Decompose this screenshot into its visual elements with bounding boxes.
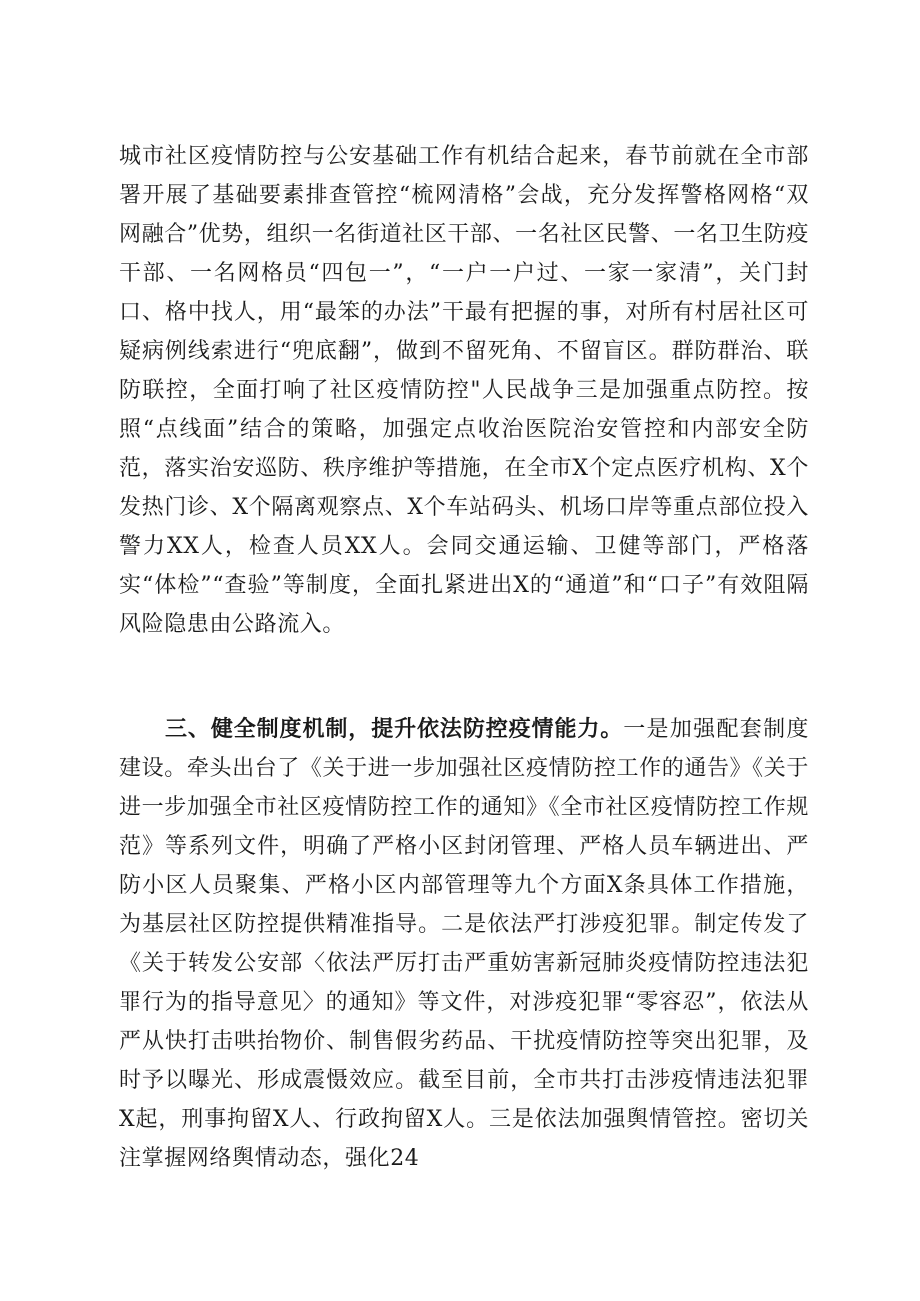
section-body-text: 一是加强配套制度建设。牵头出台了《关于进一步加强社区疫情防控工作的通告》《关于进一步加强全市社区疫情防控工作的通知》《全市社区疫情防控工作规范》等系列文件，明确了严格小区封闭管理、严格人员车辆进出、严防小区人员聚集、严格小区内部管理等九个方面X条具体工作措施，为基层社区防控提供精准指导。二是依法严打涉疫犯罪。制定传发了《关于转发公安部〈依法严厉打击严重妨害新冠肺炎疫情防控违法犯罪行为的指导意见〉的通知》等文件，对涉疫犯罪“零容忍”，依法从严从快打击哄抬物价、制售假劣药品、干扰疫情防控等突出犯罪，及时予以曝光、形成震慑效应。截至目前，全市共打击涉疫情违法犯罪X起，刑事拘留X人、行政拘留X人。三是依法加强舆情管控。密切关注掌握网络舆情动态，强化24 xyxy=(119,717,809,1171)
paragraph-section-three xyxy=(119,710,809,1178)
section-heading: 三、健全制度机制，提升依法防控疫情能力。 xyxy=(165,717,624,742)
paragraph-continuation: 城市社区疫情防控与公安基础工作有机结合起来，春节前就在全市部署开展了基础要素排查管控“梳网清格”会战，充分发挥警格网格“双网融合”优势，组织一名街道社区干部、一名社区民警、一名卫生防疫干部、一名网格员“四包一”，“一户一户过、一家一家清”，关门封口、格中找人，用“最笨的办法”干最有把握的事，对所有村居社区可疑病例线索进行“兜底翻”，做到不留死角、不留盲区。群防群治、联防联控，全面打响了社区疫情防控"人民战争三是加强重点防控。按照“点线面”结合的策略，加强定点收治医院治安管控和内部安全防范，落实治安巡防、秩序维护等措施，在全市X个定点医疗机构、X个发热门诊、X个隔离观察点、X个车站码头、机场口岸等重点部位投入警力XX人，检查人员XX人。会同交通运输、卫健等部门，严格落实“体检”“查验”等制度，全面扎紧进出X的“通道”和“口子”有效阻隔风险隐患由公路流入。 xyxy=(119,144,809,637)
